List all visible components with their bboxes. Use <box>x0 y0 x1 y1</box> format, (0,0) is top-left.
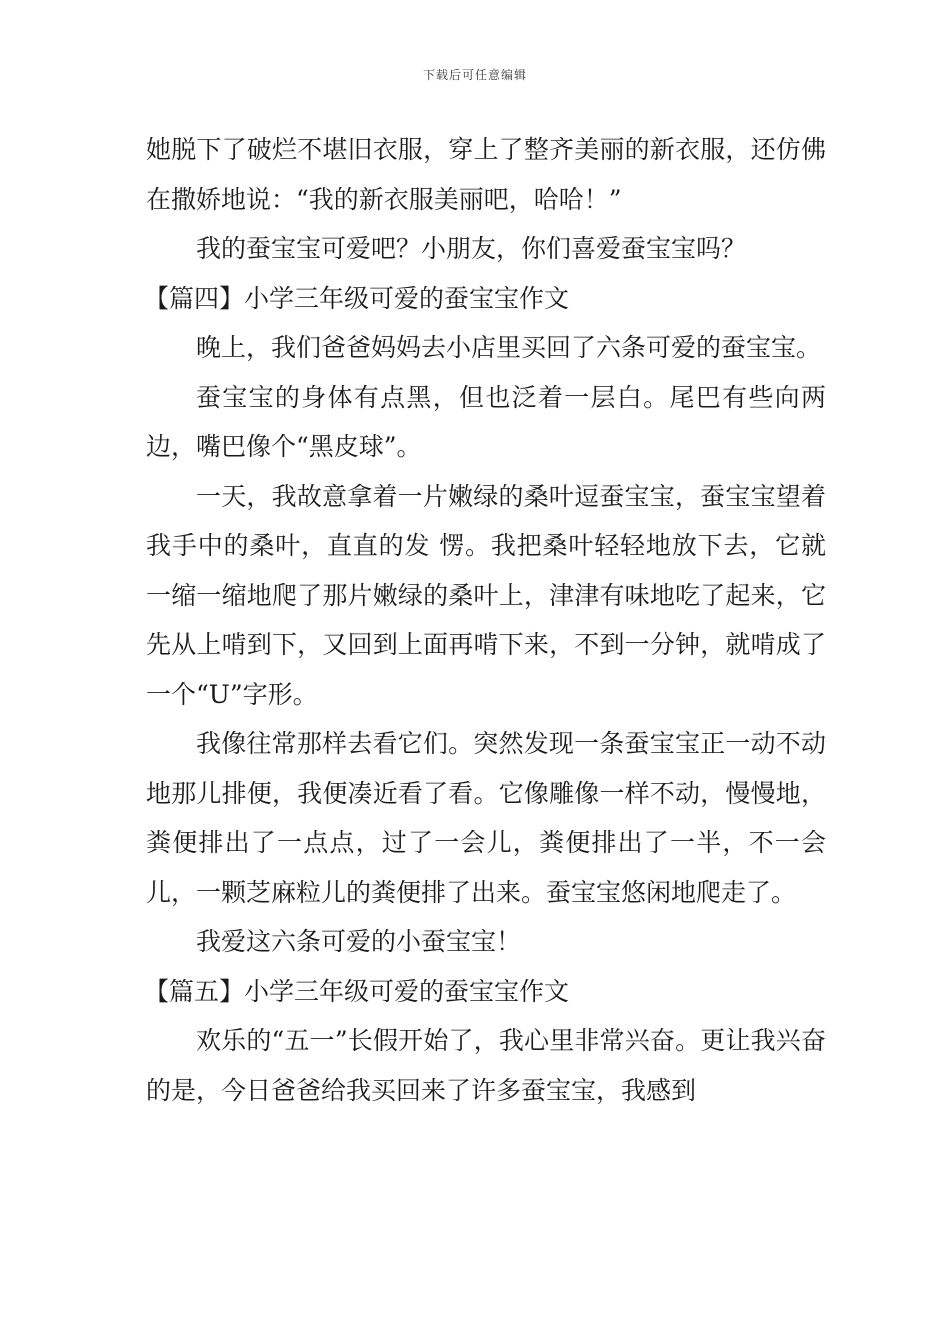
document-body <box>146 125 826 1115</box>
paragraph-1: 她脱下了破烂不堪旧衣服，穿上了整齐美丽的新衣服，还仿佛在撒娇地说：“我的新衣服美丽吧，哈哈！” <box>146 135 826 214</box>
paragraph-3: 晚上，我们爸爸妈妈去小店里买回了六条可爱的蚕宝宝。 <box>196 333 822 362</box>
paragraph-5: 一天，我故意拿着一片嫩绿的桑叶逗蚕宝宝，蚕宝宝望着我手中的桑叶，直直的发 愣。我把桑叶轻轻地放下去，它就一缩一缩地爬了那片嫩绿的桑叶上，津津有味地吃了起来，它先从上啃到下，又回到上面再啃下来，不到一分钟，就啃成了一个“U”字形。 <box>146 481 826 709</box>
paragraph-6: 我像往常那样去看它们。突然发现一条蚕宝宝正一动不动地那儿排便，我便凑近看了看。它像雕像一样不动，慢慢地，粪便排出了一点点，过了一会儿，粪便排出了一半，不一会儿，一颗芝麻粒儿的粪便排了出来。蚕宝宝悠闲地爬走了。 <box>146 729 826 907</box>
paragraph-2: 我的蚕宝宝可爱吧？小朋友，你们喜爱蚕宝宝吗？ <box>196 234 747 263</box>
paragraph-4: 蚕宝宝的身体有点黑，但也泛着一层白。尾巴有些向两边，嘴巴像个“黑皮球”。 <box>146 382 826 461</box>
page-header-note: 下载后可任意编辑 <box>422 68 527 82</box>
section-heading-5: 【篇五】小学三年级可爱的蚕宝宝作文 <box>144 976 570 1006</box>
paragraph-7: 我爱这六条可爱的小蚕宝宝！ <box>196 927 522 956</box>
paragraph-8: 欢乐的“五一”长假开始了，我心里非常兴奋。更让我兴奋的是，今日爸爸给我买回来了许多蚕宝宝，我感到 <box>146 1026 826 1105</box>
section-heading-4: 【篇四】小学三年级可爱的蚕宝宝作文 <box>144 283 570 313</box>
